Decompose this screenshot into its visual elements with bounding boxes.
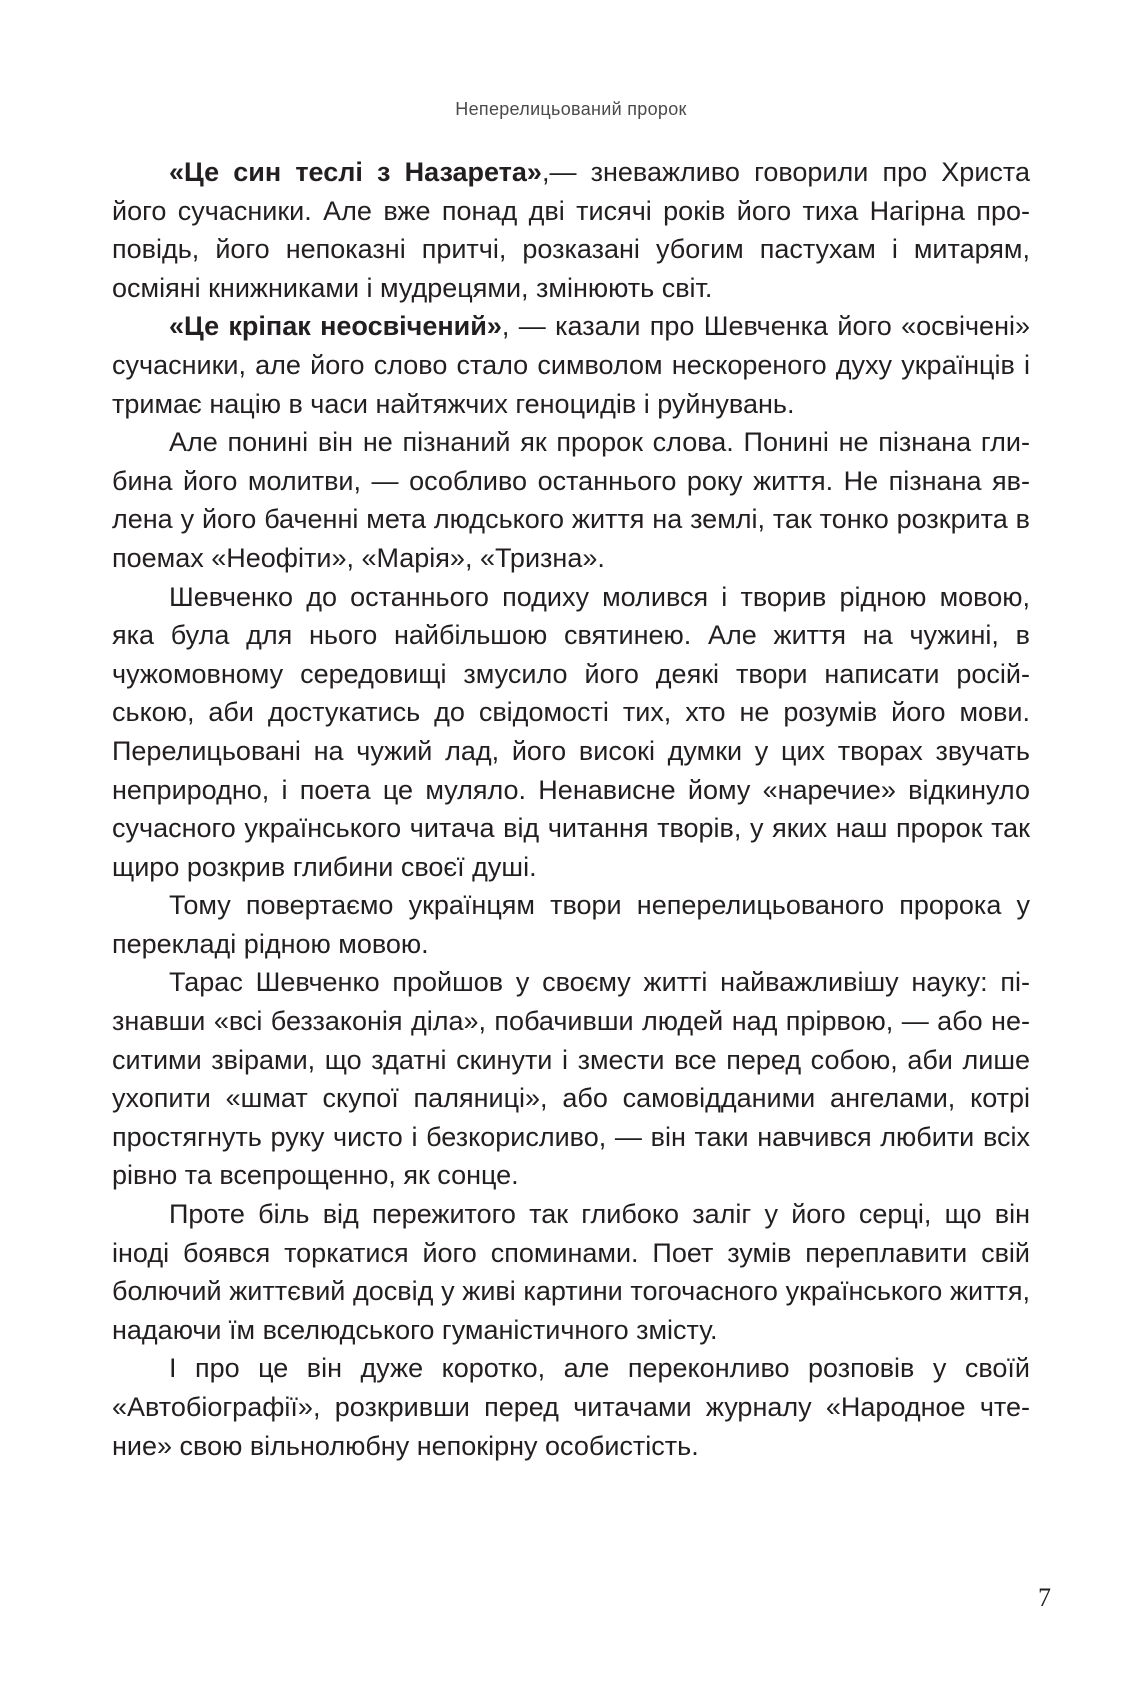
paragraph-text: ,— зневажливо говорили про Христа його сучасники. Але вже понад дві тисячі років його тиха Нагірна проповідь, його непоказні притчі, розказані убогим пастухам і митарям, осміяні книжниками і мудрецями, змінюють світ.: [112, 157, 1030, 303]
paragraph-text: Проте біль від пережитого так глибоко заліг у його серці, що він іноді боявся торкатися його споминами. Поет зумів переплавити свій болючий життєвий досвід у живі картини тогочасного українського життя, надаючи їм вселюдського гуманістичного змісту.: [112, 1199, 1030, 1345]
paragraph: [112, 1349, 1030, 1465]
paragraph: [112, 1195, 1030, 1349]
paragraph-text: Шевченко до останнього подиху молився і творив рідною мовою, яка була для нього найбільшою святинею. Але життя на чужині, в чужомовному середовищі змусило його деякі твори написати російською, аби достукатись до свідомості тих, хто не розумів його мови. Перелицьовані на чужий лад, його високі думки у цих творах звучать неприродно, і поета це муляло. Ненависне йому «наречие» відкинуло сучасного українського читача від читання творів, у яких наш пророк так щиро розкрив глибини своєї душі.: [112, 581, 1030, 882]
paragraph-text: Тому повертаємо українцям твори неперелицьованого пророка у перекладі рідною мовою.: [112, 890, 1030, 959]
paragraph: [112, 578, 1030, 887]
paragraph-text: І про це він дуже коротко, але переконливо розповів у своїй «Автобіографії», розкривши перед читачами журналу «Народное чтение» свою вільнолюбну непокірну особистість.: [112, 1353, 1030, 1461]
paragraph-text: Але понині він не пізнаний як пророк слова. Понині не пізнана глибина його молитви, — особливо останнього року життя. Не пізнана явлена у його баченні мета людського життя на землі, так тонко розкрита в поемах «Неофіти», «Марія», «Тризна».: [112, 427, 1030, 573]
paragraph: [112, 307, 1030, 423]
paragraph: [112, 423, 1030, 577]
paragraph: [112, 963, 1030, 1195]
paragraph-lead-bold: «Це кріпак неосвічений»: [169, 311, 502, 342]
paragraph: [112, 153, 1030, 307]
body-text: [112, 153, 1030, 1465]
running-head: Неперелицьований пророк: [455, 99, 687, 119]
page-number: 7: [1038, 1583, 1051, 1612]
paragraph: [112, 886, 1030, 963]
paragraph-text: Тарас Шевченко пройшов у своєму житті найважливішу науку: пізнавши «всі беззаконія діла», побачивши людей над прірвою, — або неситими звірами, що здатні скинути і змести все перед собою, аби лише ухопити «шмат скупої паляниці», або самовідданими ангелами, котрі простягнуть руку чисто і безкорисливо, — він таки навчився любити всіх рівно та всепрощенно, як сонце.: [112, 967, 1030, 1191]
paragraph-text: , — казали про Шевченка його «освічені» сучасники, але його слово стало символом нескореного духу українців і тримає націю в часи найтяжчих геноцидів і руйнувань.: [112, 311, 1030, 419]
paragraph-lead-bold: «Це син теслі з Назарета»: [169, 157, 542, 187]
